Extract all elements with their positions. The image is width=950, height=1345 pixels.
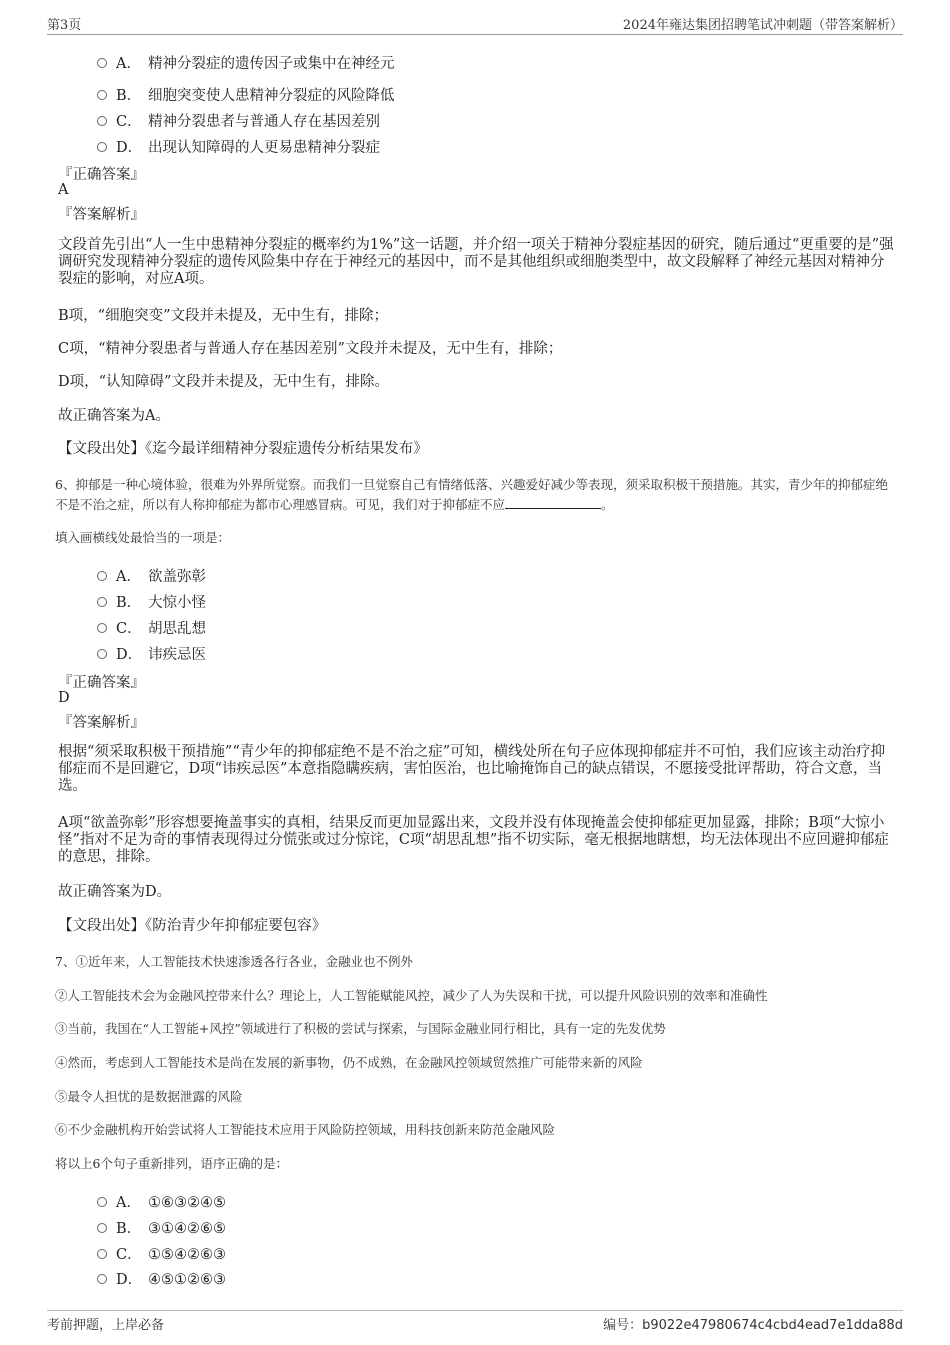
- q6-conclusion: 故正确答案为D。: [58, 884, 172, 900]
- q7-option-d[interactable]: D． ④⑤①②⑥③: [97, 1268, 226, 1289]
- q6-answer-label: 『正确答案』: [58, 675, 145, 691]
- q7-sentence-1: 7、①近年来，人工智能技术快速渗透各行各业，金融业也不例外: [55, 954, 413, 969]
- q5-option-b[interactable]: B． 细胞突变使人患精神分裂症的风险降低: [97, 84, 395, 105]
- radio-icon[interactable]: [97, 58, 107, 68]
- page-header: [47, 14, 903, 35]
- q7-sentence-4: ④然而，考虑到人工智能技术是尚在发展的新事物，仍不成熟，在金融风控领域贸然推广可能带来新的风险: [55, 1055, 643, 1070]
- q5-answer: A: [58, 182, 69, 198]
- q6-analysis-paragraph: 根据“须采取积极干预措施”“青少年的抑郁症绝不是不治之症”可知，横线处所在句子应体现抑郁症并不可怕，我们应该主动治疗抑郁症而不是回避它，D项“讳疾忌医”本意指隐瞒疾病，害怕医治，也比喻掩饰自己的缺点错误，不愿接受批评帮助，符合文意，当选。: [58, 744, 886, 794]
- q7-sentence-2: ②人工智能技术会为金融风控带来什么？理论上，人工智能赋能风控，减少了人为失误和干扰，可以提升风险识别的效率和准确性: [55, 988, 768, 1003]
- radio-icon[interactable]: [97, 597, 107, 607]
- q6-source: 【文段出处】《防治青少年抑郁症要包容》: [58, 918, 327, 934]
- q6-answer: D: [58, 690, 70, 706]
- radio-icon[interactable]: [97, 1274, 107, 1284]
- q6-option-b[interactable]: B． 大惊小怪: [97, 591, 206, 612]
- q6-stem: 6、抑郁是一种心境体验，很难为外界所觉察。而我们一旦觉察自己有情绪低落、兴趣爱好减少等表现，须采取积极干预措施。其实，青少年的抑郁症绝不是不治之症，所以有人称抑郁症为都市心理感冒病。可见，我们对于抑郁症不应 。: [55, 477, 888, 512]
- radio-icon[interactable]: [97, 142, 107, 152]
- document-title: 2024年雍达集团招聘笔试冲刺题（带答案解析）: [622, 18, 903, 33]
- q7-option-c[interactable]: C． ①⑤④②⑥③: [97, 1243, 226, 1264]
- radio-icon[interactable]: [97, 649, 107, 659]
- q5-source: 【文段出处】《迄今最详细精神分裂症遗传分析结果发布》: [58, 441, 428, 457]
- q6-analysis-label: 『答案解析』: [58, 715, 145, 731]
- q7-sentence-6: ⑥不少金融机构开始尝试将人工智能技术应用于风险防控领域，用科技创新来防范金融风险: [55, 1122, 556, 1137]
- radio-icon[interactable]: [97, 571, 107, 581]
- q7-option-a[interactable]: A． ①⑥③②④⑤: [97, 1191, 226, 1212]
- q5-option-a[interactable]: A． 精神分裂症的遗传因子或集中在神经元: [97, 52, 395, 73]
- q6-option-c[interactable]: C． 胡思乱想: [97, 617, 206, 638]
- radio-icon[interactable]: [97, 1223, 107, 1233]
- q6-option-d[interactable]: D． 讳疾忌医: [97, 643, 206, 664]
- page-footer: [47, 1310, 903, 1334]
- page-number: 第3页: [47, 18, 82, 33]
- radio-icon[interactable]: [97, 90, 107, 100]
- q5-option-c[interactable]: C． 精神分裂患者与普通人存在基因差别: [97, 110, 380, 131]
- q6-analysis-others: A项“欲盖弥彰”形容想要掩盖事实的真相，结果反而更加显露出来，文段并没有体现掩盖会使抑郁症更加显露，排除；B项“大惊小怪”指对不足为奇的事情表现得过分慌张或过分惊诧，C项“胡思乱想”指不切实际，毫无根据地瞎想，均无法体现出不应回避抑郁症的意思，排除。: [58, 815, 889, 865]
- q5-analysis-c: C项，“精神分裂患者与普通人存在基因差别”文段并未提及，无中生有，排除；: [58, 341, 563, 357]
- radio-icon[interactable]: [97, 1197, 107, 1207]
- footer-slogan: 考前押题，上岸必备: [47, 1318, 165, 1333]
- q7-sentence-5: ⑤最令人担忧的是数据泄露的风险: [55, 1089, 243, 1104]
- q6-option-a[interactable]: A． 欲盖弥彰: [97, 565, 206, 586]
- q7-prompt: 将以上6个句子重新排列，语序正确的是：: [55, 1156, 288, 1171]
- answer-blank: [505, 496, 601, 509]
- q7-option-b[interactable]: B． ③①④②⑥⑤: [97, 1217, 226, 1238]
- q7-sentence-3: ③当前，我国在“人工智能+风控”领域进行了积极的尝试与探索，与国际金融业同行相比，具有一定的先发优势: [55, 1021, 666, 1036]
- radio-icon[interactable]: [97, 623, 107, 633]
- q6-prompt: 填入画横线处最恰当的一项是：: [55, 530, 231, 545]
- q5-conclusion: 故正确答案为A。: [58, 408, 170, 424]
- q5-option-d[interactable]: D． 出现认知障碍的人更易患精神分裂症: [97, 136, 380, 157]
- q5-analysis-b: B项，“细胞突变”文段并未提及，无中生有，排除；: [58, 308, 388, 324]
- q5-answer-label: 『正确答案』: [58, 167, 145, 183]
- q5-analysis-d: D项，“认知障碍”文段并未提及，无中生有，排除。: [58, 374, 389, 390]
- document-code: 编号：b9022e47980674c4cbd4ead7e1dda88d: [603, 1318, 903, 1333]
- radio-icon[interactable]: [97, 1249, 107, 1259]
- q5-analysis-paragraph: 文段首先引出“人一生中患精神分裂症的概率约为1%”这一话题，并介绍一项关于精神分裂症基因的研究，随后通过“更重要的是”强调研究发现精神分裂症的遗传风险集中存在于神经元的基因中，而不是其他组织或细胞类型中，故文段解释了神经元基因对精神分裂症的影响，对应A项。: [58, 237, 894, 287]
- q5-analysis-label: 『答案解析』: [58, 207, 145, 223]
- radio-icon[interactable]: [97, 116, 107, 126]
